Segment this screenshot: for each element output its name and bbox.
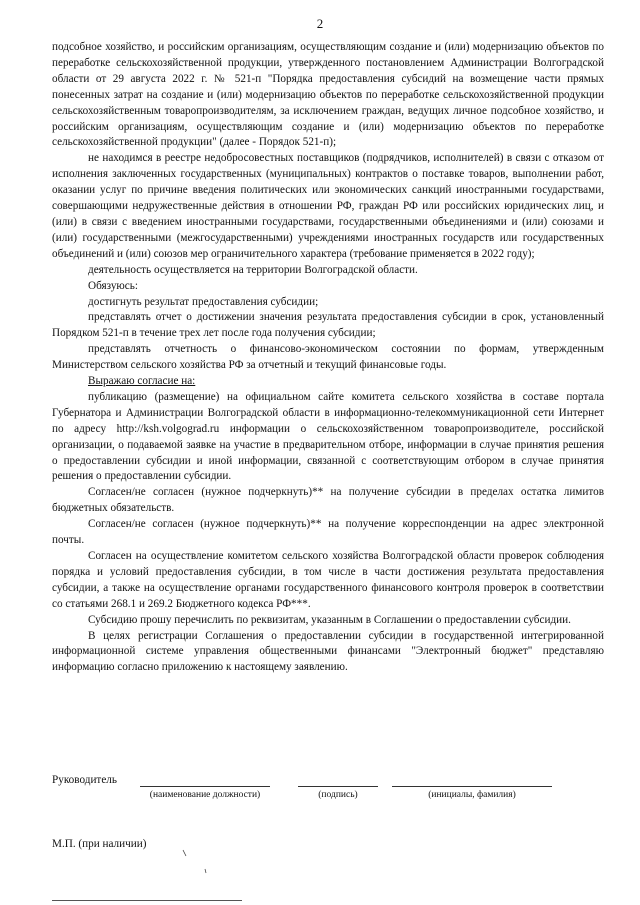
stamp-note: М.П. (при наличии) [52, 838, 147, 850]
signature-label: Руководитель [52, 774, 117, 786]
paragraph-achieve-result: достигнуть результат предоставления субсидии; [88, 295, 319, 308]
paragraph-inspection-consent: Согласен на осуществление комитетом сельского хозяйства Волгоградской области проверок соблюдения порядка и условий предоставления субсидии, в том числе в части достижения результата предоставления субсидии, а также на осуществление органами государственного финансового контроля проверок в соответствии со статьями 268.1 и 269.2 Бюджетного кодекса РФ***. [52, 550, 604, 610]
paragraph-report-financial: представлять отчетность о финансово-экономическом состоянии по формам, утвержденным Министерством сельского хозяйства РФ за отчетный и текущий финансовые годы. [52, 343, 604, 372]
scan-speck-1 [183, 850, 186, 856]
position-caption: (наименование должности) [149, 790, 261, 800]
paragraph-order-continuation: подсобное хозяйство, и российским организациям, осуществляющим создание и (или) модернизацию объектов по переработке сельскохозяйственной продукции, утвержденного постановлением Администрации Волгоградской области от 29 августа 2022 г. № 521-п "Порядка предоставления субсидий на возмещение части прямых понесенных затрат на создание и (или) модернизацию объектов по переработке сельскохозяйственной продукции сельскохозяйственным товаропроизводителям, за исключением граждан, ведущих личное подсобное хозяйство, и российским организациям, осуществляющим создание и (или) модернизацию объектов по переработке сельскохозяйственной продукции" (далее - Порядок 521-п); [52, 41, 604, 149]
paragraph-transfer-request: Субсидию прошу перечислить по реквизитам, указанным в Соглашении о предоставлении субсидии. [88, 613, 571, 626]
paragraph-territory: деятельность осуществляется на территории Волгоградской области. [88, 263, 418, 276]
paragraph-email-consent: Согласен/не согласен (нужное подчеркнуть)** на получение корреспонденции на адрес электронной почты. [52, 518, 604, 547]
scan-speck-2 [205, 869, 206, 873]
paragraph-report-result: представлять отчет о достижении значения результата предоставления субсидии в срок, установленный Порядком 521-п в течение трех лет после года получения субсидии; [52, 311, 604, 340]
signature-caption: (подпись) [318, 790, 358, 800]
paragraph-registration: В целях регистрации Соглашения о предоставлении субсидии в государственной интегрированной информационной системе управления общественными финансами "Электронный бюджет" представляю информацию согласно приложению к настоящему заявлению. [52, 629, 604, 674]
footnote-rule [52, 900, 242, 901]
paragraph-limits-consent: Согласен/не согласен (нужное подчеркнуть)** на получение субсидии в пределах остатка лимитов бюджетных обязательств. [52, 486, 604, 515]
paragraph-obligations-heading: Обязуюсь: [88, 279, 138, 292]
paragraph-publication-consent: публикацию (размещение) на официальном сайте комитета сельского хозяйства в составе портала Губернатора и Администрации Волгоградской области в информационно-телекоммуникационной сети Интернет по адресу http://ksh.volgograd.ru информации о сельскохозяйственном товаропроизводителе, российской организации, о подаваемой заявке на участие в предварительном отборе, информации в случае принятия решения о предоставлении субсидии и иной информации, связанной с соответствующим отбором в случае принятия решения о предоставлении субсидии. [52, 390, 604, 483]
consent-heading-text: Выражаю согласие на: [88, 375, 196, 388]
name-caption: (инициалы, фамилия) [428, 790, 516, 800]
page-number: 2 [316, 16, 324, 31]
paragraph-not-in-registry: не находимся в реестре недобросовестных поставщиков (подрядчиков, исполнителей) в связи с отказом от исполнения заключенных государственных (муниципальных) контрактов о поставке товаров, выполнении работ, оказании услуг по причине введения политических или экономических санкций иностранными государствами, совершающими недружественные действия в отношении РФ, граждан РФ или российских юридических лиц, и (или) в связи с введением иностранными государствами, государственными объединениями и (или) союзами и (или) государственными (межгосударственными) учреждениями иностранных государств или государственных объединений и (или) союзов мер ограничительного характера (требование применяется в 2022 году); [52, 152, 604, 260]
